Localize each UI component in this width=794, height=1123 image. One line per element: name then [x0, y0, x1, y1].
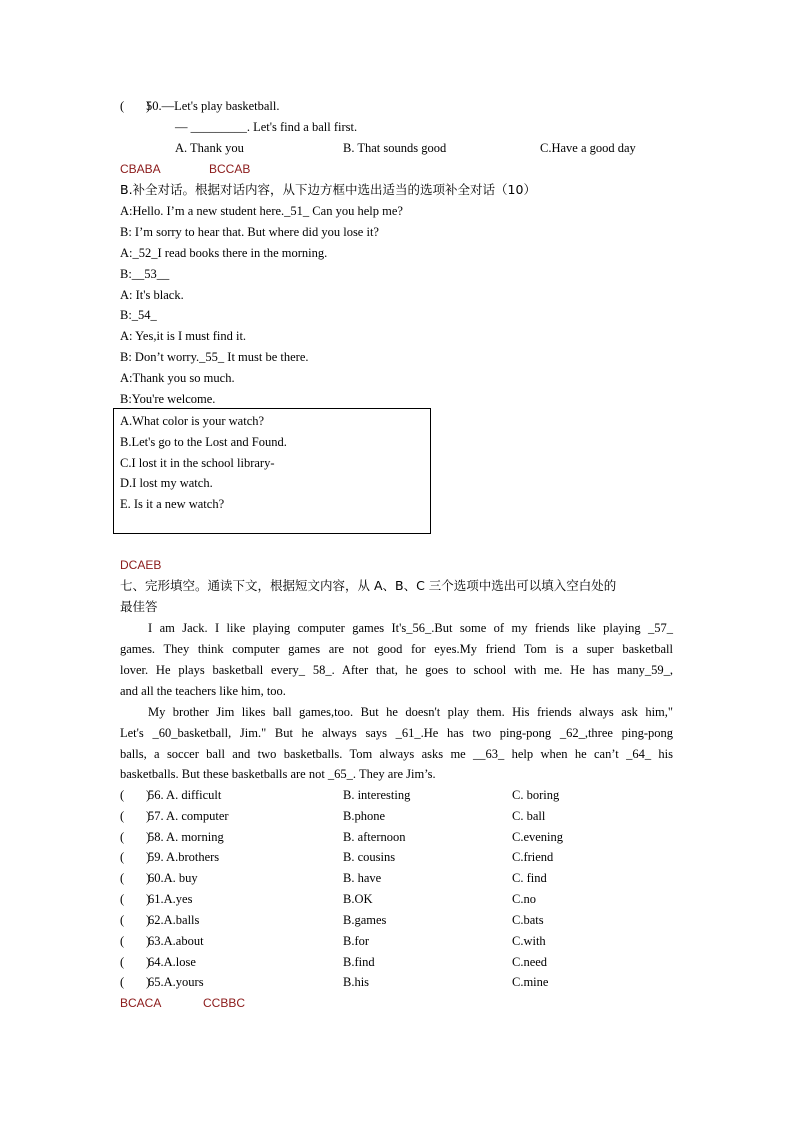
- question-50-option-b: B. That sounds good: [343, 141, 447, 155]
- answer-key-2: BCCAB: [209, 162, 251, 176]
- dialogue-line: A:Thank you so much.: [120, 371, 235, 385]
- passage-line: lover. He plays basketball every_ 58_. After that, he goes to school with me. He has many_59_,: [120, 663, 673, 677]
- answer-paren-50: ( ): [120, 99, 151, 113]
- dialogue-line: A:_52_I read books there in the morning.: [120, 246, 328, 260]
- dialogue-line: B: I’m sorry to hear that. But where did you lose it?: [120, 225, 379, 239]
- answer-paren: ( ): [120, 892, 151, 906]
- dialogue-line: A: It's black.: [120, 288, 184, 302]
- question-option-a: 58. A. morning: [148, 830, 224, 844]
- question-option-c: C. boring: [512, 788, 560, 802]
- option-d: D.I lost my watch.: [120, 476, 213, 490]
- option-c: C.I lost it in the school library-: [120, 456, 275, 470]
- question-50-reply: — _________. Let's find a ball first.: [175, 120, 358, 134]
- question-option-c: C.friend: [512, 850, 554, 864]
- dialogue-line: B:You're welcome.: [120, 392, 216, 406]
- answer-paren: ( ): [120, 788, 151, 802]
- question-option-b: B. afternoon: [343, 830, 406, 844]
- answer-paren: ( ): [120, 830, 151, 844]
- question-option-b: B. have: [343, 871, 382, 885]
- passage-line: games. They think computer games are not good for eyes.My friend Tom is a super basketball: [120, 642, 673, 656]
- dialogue-line: A:Hello. I’m a new student here._51_ Can you help me?: [120, 204, 403, 218]
- passage-line: My brother Jim likes ball games,too. But he doesn't play them. His friends always ask him,": [148, 705, 673, 719]
- question-option-c: C.no: [512, 892, 536, 906]
- answer-key-section-7b: CCBBC: [203, 996, 246, 1010]
- question-option-a: 63.A.about: [148, 934, 204, 948]
- question-option-a: 59. A.brothers: [148, 850, 220, 864]
- passage-line: and all the teachers like him, too.: [120, 684, 286, 698]
- question-option-b: B.for: [343, 934, 370, 948]
- answer-paren: ( ): [120, 955, 151, 969]
- question-option-a: 60.A. buy: [148, 871, 198, 885]
- question-50-option-a: A. Thank you: [175, 141, 244, 155]
- passage-line: I am Jack. I like playing computer games It's_56_.But some of my friends like playing _57_: [148, 621, 673, 635]
- answer-key-1: CBABA: [120, 162, 161, 176]
- question-option-a: 61.A.yes: [148, 892, 193, 906]
- answer-key-section-b: DCAEB: [120, 558, 162, 572]
- question-option-b: B.OK: [343, 892, 373, 906]
- question-50-option-c: C.Have a good day: [540, 141, 636, 155]
- option-a: A.What color is your watch?: [120, 414, 265, 428]
- question-option-c: C.evening: [512, 830, 564, 844]
- dialogue-line: B:__53__: [120, 267, 170, 281]
- question-50-stem: 50.—Let's play basketball.: [146, 99, 280, 113]
- question-option-c: C.need: [512, 955, 548, 969]
- section-7-heading-cont: 最佳答: [120, 599, 158, 614]
- dialogue-line: B:_54_: [120, 308, 157, 322]
- question-option-a: 65.A.yours: [148, 975, 204, 989]
- dialogue-line: A: Yes,it is I must find it.: [120, 329, 247, 343]
- answer-paren: ( ): [120, 809, 151, 823]
- answer-paren: ( ): [120, 871, 151, 885]
- answer-paren: ( ): [120, 913, 151, 927]
- answer-paren: ( ): [120, 850, 151, 864]
- question-option-b: B.find: [343, 955, 375, 969]
- option-e: E. Is it a new watch?: [120, 497, 225, 511]
- options-box: [113, 408, 431, 534]
- section-7-heading: 七、完形填空。通读下文，根据短文内容，从 A、B、C 三个选项中选出可以填入空白处的: [120, 578, 617, 593]
- question-option-c: C. ball: [512, 809, 546, 823]
- answer-key-section-7a: BCACA: [120, 996, 162, 1010]
- answer-paren: ( ): [120, 975, 151, 989]
- question-option-a: 56. A. difficult: [148, 788, 222, 802]
- passage-line: balls, a soccer ball and two basketballs. Tom always asks me __63_ help when he can’t _64_ his: [120, 747, 673, 761]
- question-option-b: B.phone: [343, 809, 386, 823]
- question-option-c: C.mine: [512, 975, 549, 989]
- question-option-b: B.games: [343, 913, 387, 927]
- question-option-c: C.with: [512, 934, 546, 948]
- question-option-b: B. cousins: [343, 850, 396, 864]
- question-option-a: 64.A.lose: [148, 955, 196, 969]
- question-option-c: C. find: [512, 871, 547, 885]
- question-option-b: B.his: [343, 975, 370, 989]
- passage-line: Let's _60_basketball, Jim." But he always says _61_.He has two ping-pong _62_,three ping-pong: [120, 726, 673, 740]
- option-b: B.Let's go to the Lost and Found.: [120, 435, 287, 449]
- question-option-c: C.bats: [512, 913, 544, 927]
- passage-line: basketballs. But these basketballs are not _65_. They are Jim’s.: [120, 767, 436, 781]
- question-option-a: 62.A.balls: [148, 913, 200, 927]
- question-option-b: B. interesting: [343, 788, 411, 802]
- section-b-heading: B.补全对话。根据对话内容，从下边方框中选出适当的选项补全对话（10）: [120, 182, 536, 197]
- answer-paren: ( ): [120, 934, 151, 948]
- question-option-a: 57. A. computer: [148, 809, 229, 823]
- dialogue-line: B: Don’t worry._55_ It must be there.: [120, 350, 309, 364]
